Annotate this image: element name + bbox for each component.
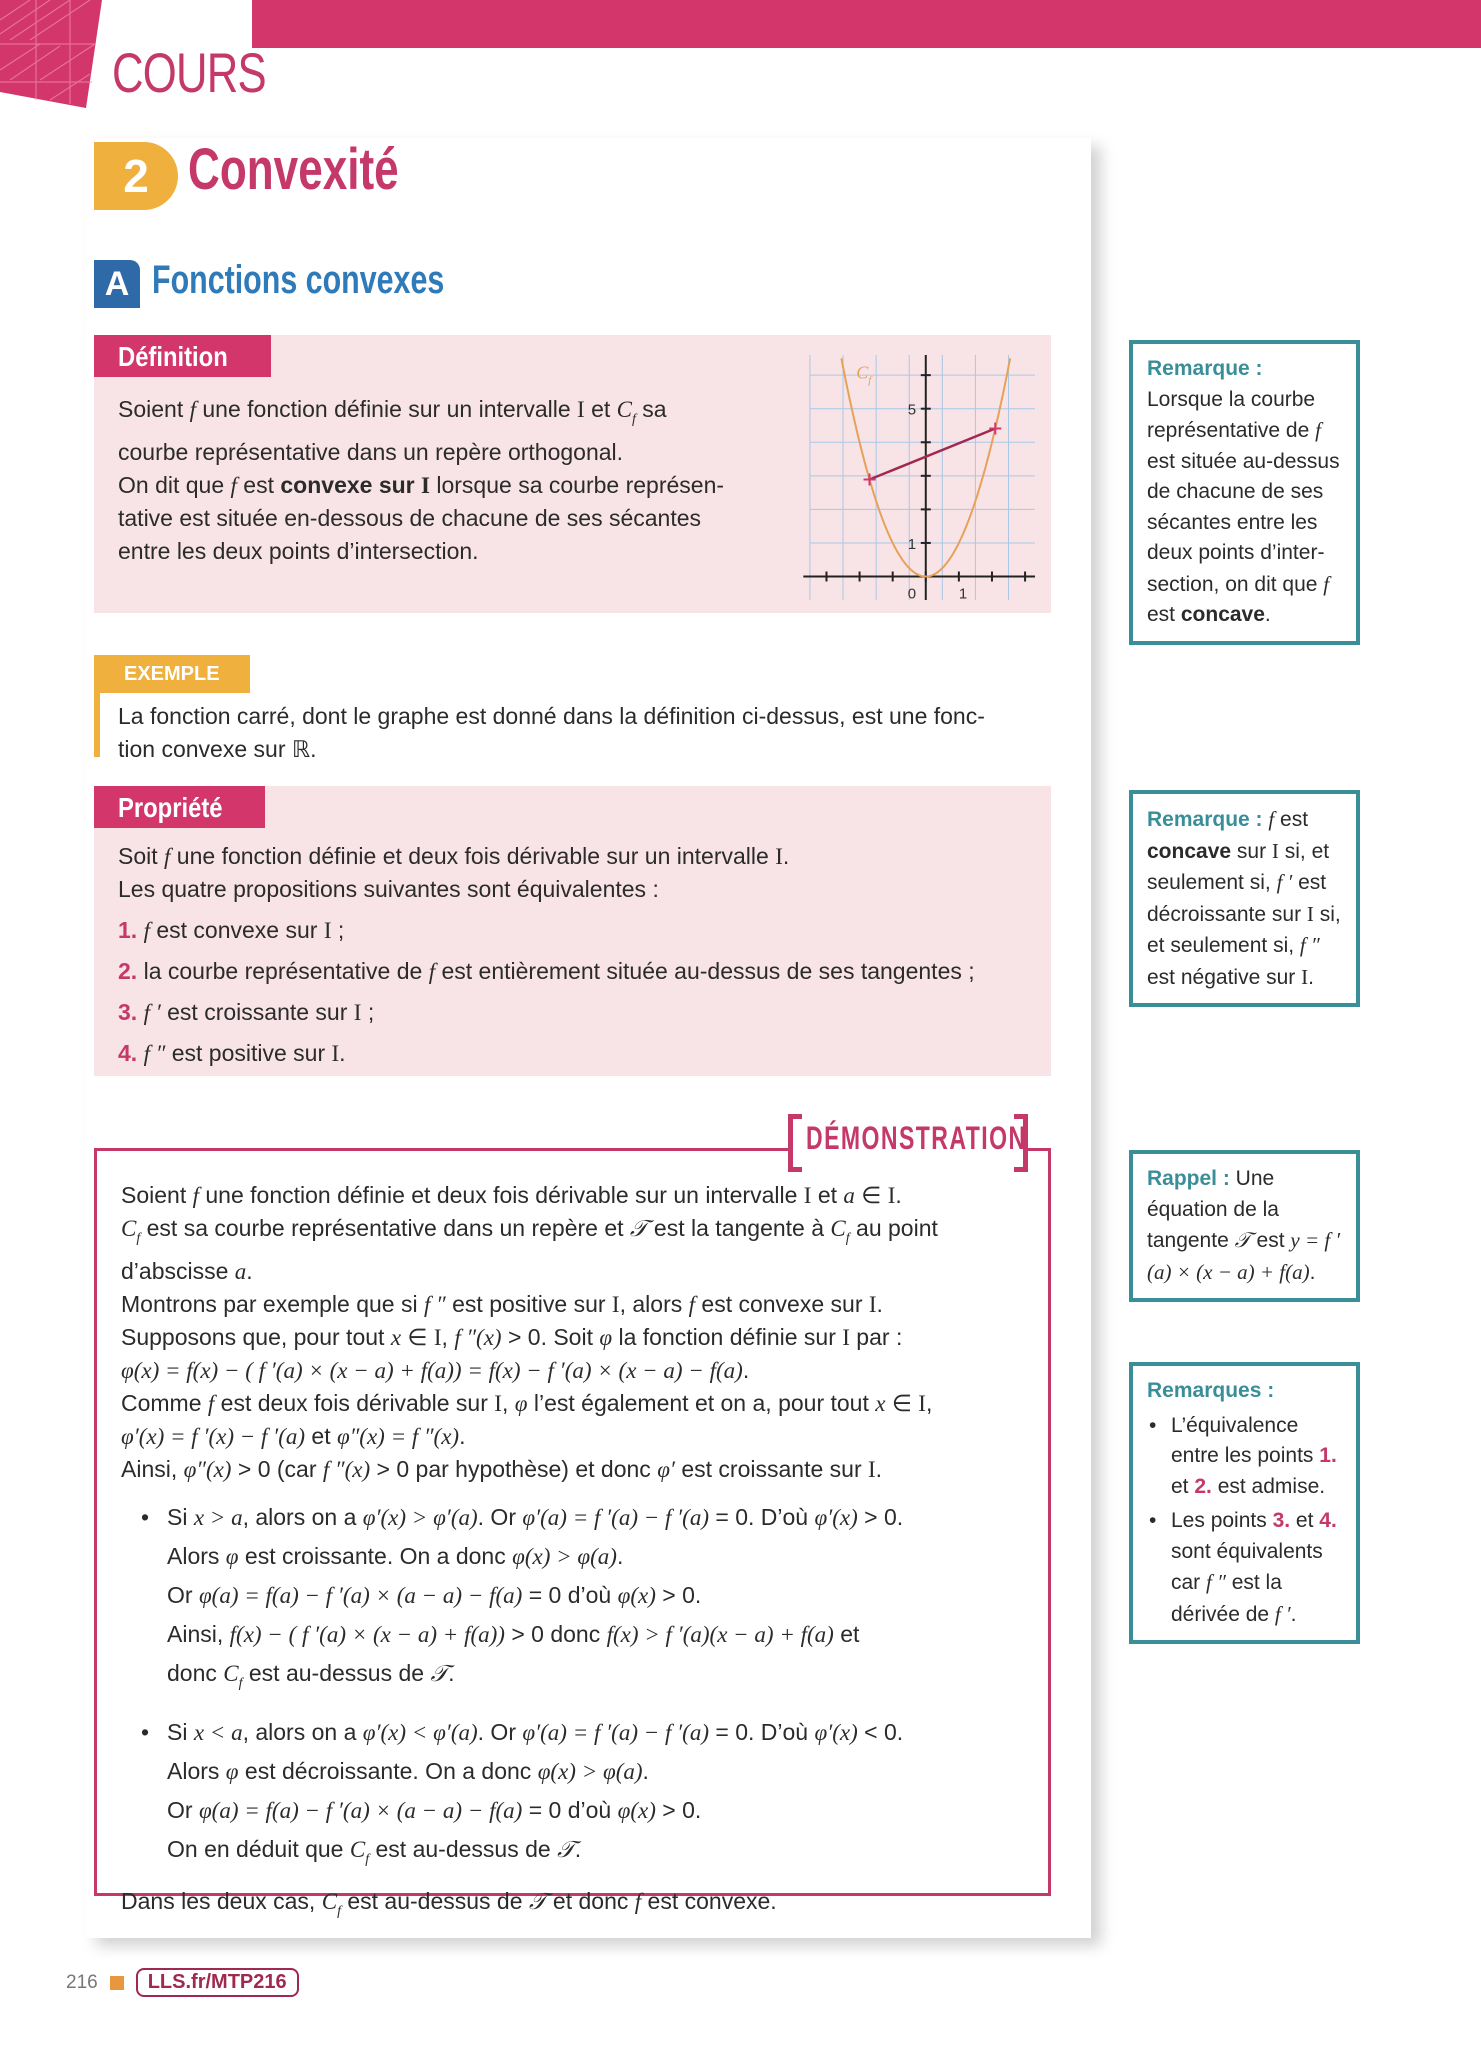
resource-link[interactable]: LLS.fr/MTP216 [136,1968,299,1997]
remark-concave-derivative: Remarque : f est concave sur I si, et seulement si, f ′ est décroissante sur I si, et seulement si, f ″ est négative sur I. [1129,790,1360,1007]
page-number: 216 [66,1971,98,1993]
property-item: 4. f ″ est positive sur I. [118,1040,346,1066]
page-footer [66,1968,299,1997]
bracket-left-icon [788,1114,802,1172]
remarks-equivalence: Remarques : • L’équivalence entre les points 1. et 2. est admise. • Les points 3. et 4. sont équivalents car f ″ est la dérivée de f ′. [1129,1362,1360,1644]
subsection-letter-badge: A [94,260,140,308]
demonstration-conclusion: Dans les deux cas, $C_f$ est au-dessus de 𝒯 et donc f est convexe. [121,1888,777,1919]
demonstration-label: DÉMONSTRATION [788,1112,1028,1174]
definition-tag: Définition [94,335,271,377]
svg-text:1: 1 [958,585,968,603]
example-text: La fonction carré, dont le graphe est donné dans la définition ci-dessus, est une fonc- tion convexe sur ℝ. [118,703,985,762]
property-items [118,914,1038,1070]
demonstration-cases [121,1498,1041,1879]
property-text [118,840,1038,1070]
graph-figure [790,345,1045,610]
property-tag: Propriété [94,786,265,828]
demonstration-case: • Si x > a, alors on a φ′(x) > φ′(a). Or φ′(a) = f ′(a) − f ′(a) = 0. D’où φ′(x) > 0. Alors φ est croissante. On a donc φ(x) > φ(a). Or φ(a) = f(a) − f ′(a) × (a − a) − f(a) = 0 d’où φ(x) > 0. Ainsi, f(x) − ( f ′(a) × (x − a) + f(a)) > 0 donc f(x) > f ′(a)(x − a) + f(a) et donc $C_f$ est au-dessus de 𝒯. [121,1498,1041,1703]
svg-text:Cf: $C_f$ [856,362,872,387]
demonstration-case: • Si x < a, alors on a φ′(x) < φ′(a). Or φ′(a) = f ′(a) − f ′(a) = 0. D’où φ′(x) < 0. Alors φ est décroissante. On a donc φ(x) > φ(a). Or φ(a) = f(a) − f ′(a) × (a − a) − f(a) = 0 d’où φ(x) > 0. On en déduit que $C_f$ est au-dessus de 𝒯. [121,1713,1041,1879]
property-box [94,786,1051,1076]
demonstration-box [94,1148,1051,1919]
subsection-title: Fonctions convexes [152,258,445,302]
svg-text:0: 0 [907,585,917,603]
section-number-badge: 2 [94,142,178,210]
section-title: Convexité [188,137,399,202]
header-bar [252,0,1481,48]
demonstration-text [121,1179,1041,1928]
property-item: 1. f est convexe sur I ; [118,917,345,943]
property-intro: Soit f une fonction définie et deux fois dérivable sur un intervalle I. Les quatre propositions suivantes sont équivalentes : [118,843,790,902]
example-tag: EXEMPLE [94,655,250,693]
bracket-right-icon [1014,1114,1028,1172]
property-item: 2. la courbe représentative de f est entièrement située au-dessus de ses tangentes ; [118,958,975,984]
header-decoration [0,0,102,108]
chapter-label: COURS [112,41,266,104]
square-marker-icon [110,1976,124,1990]
svg-text:1: 1 [907,535,917,553]
definition-text: Soient f une fonction définie sur un intervalle I et $C_f$ sa courbe représentative dans un repère orthogonal. On dit que f est convexe sur I lorsque sa courbe représen- tative est située en-dessous de chacune de ses sécantes entre les deux points d’intersection. [118,396,725,564]
parabola-graph [790,345,1045,610]
svg-text:5: 5 [907,401,917,419]
demonstration-intro: Soient f une fonction définie et deux fois dérivable sur un intervalle I et a ∈ I. $C_f$ est sa courbe représentative dans un repère et 𝒯 est la tangente à $C_f$ au point d’abscisse a. Montrons par exemple que si f ″ est positive sur I, alors f est convexe sur I. Supposons que, pour tout x ∈ I, f ″(x) > 0. Soit φ la fonction définie sur I par : φ(x) = f(x) − ( f ′(a) × (x − a) + f(a)) = f(x) − f ′(a) × (x − a) − f(a). Comme f est deux fois dérivable sur I, φ l’est également et on a, pour tout x ∈ I, φ′(x) = f ′(x) − f ′(a) et φ″(x) = f ″(x). Ainsi, φ″(x) > 0 (car f ″(x) > 0 par hypothèse) et donc φ′ est croissante sur I. [121,1182,938,1482]
property-item: 3. f ′ est croissante sur I ; [118,999,375,1025]
remark-concave: Remarque : Lorsque la courbe représentative de f est située au-dessus de chacune de ses sécantes entre les deux points d’intersection, on dit que f est concave. [1129,340,1360,645]
reminder-tangent: Rappel : Une équation de la tangente 𝒯 est y = f ′(a) × (x − a) + f(a). [1129,1150,1360,1302]
